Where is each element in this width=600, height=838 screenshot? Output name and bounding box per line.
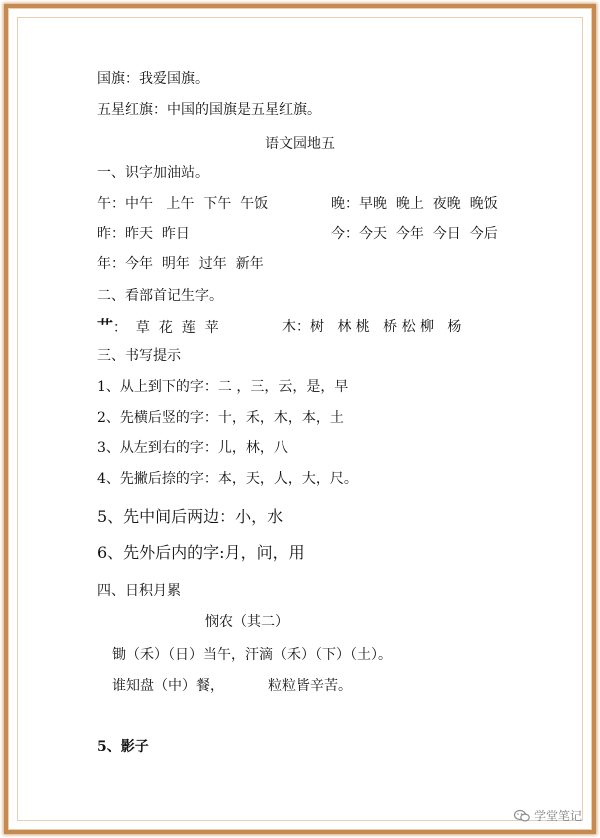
section-heading: 四、日积月累: [97, 583, 181, 599]
text-line: 今：今天 今年 今日 今后: [331, 226, 498, 242]
text-line: 昨：昨天 昨日: [97, 226, 190, 242]
text-line: 午：中午 上午 下午 午饭: [97, 196, 269, 212]
text-line: 晚：早晚 晚上 夜晚 晚饭: [331, 196, 498, 212]
watermark-text: 学堂笔记: [533, 809, 582, 823]
section-heading: 5、影子: [97, 739, 149, 755]
text-line: 4、先撇后捺的字：本，天，人，大，尺。: [97, 471, 358, 487]
radical-grass-chars: ： 草 花 莲 苹: [113, 320, 219, 336]
section-title: 语文园地五: [265, 136, 335, 152]
poem-line: 锄（禾）（日）当午，汗滴（禾）（下）（土）。: [112, 647, 392, 663]
section-heading: 二、看部首记生字。: [97, 288, 223, 304]
radical-grass: 艹: [97, 317, 114, 336]
section-heading: 一、识字加油站。: [97, 165, 209, 181]
text-line: 1、从上到下的字：二 ，三，云，是，早: [97, 379, 349, 395]
text-line: 木：树 林 桃 桥 松 柳 杨: [282, 319, 462, 335]
watermark: [514, 807, 582, 824]
text-line: 5、先中间后两边：小，水: [97, 507, 284, 526]
poem-line: 谁知盘（中）餐，: [112, 678, 224, 694]
text-line: 3、从左到右的字：儿，林，八: [97, 440, 288, 456]
text-line: 2、先横后竖的字：十，禾，木，本，土: [97, 410, 344, 426]
text-line: 年：今年 明年 过年 新年: [97, 256, 264, 272]
wechat-icon: [514, 809, 530, 823]
text-line: 五星红旗：中国的国旗是五星红旗。: [97, 102, 321, 118]
text-line: 国旗：我爱国旗。: [97, 71, 209, 87]
section-heading: 三、书写提示: [97, 348, 181, 364]
poem-title: 悯农（其二）: [205, 614, 289, 630]
poem-line: 粒粒皆辛苦。: [268, 678, 352, 694]
text-line: [97, 318, 219, 337]
text-line: 6、先外后内的字:月，问，用: [97, 543, 305, 562]
